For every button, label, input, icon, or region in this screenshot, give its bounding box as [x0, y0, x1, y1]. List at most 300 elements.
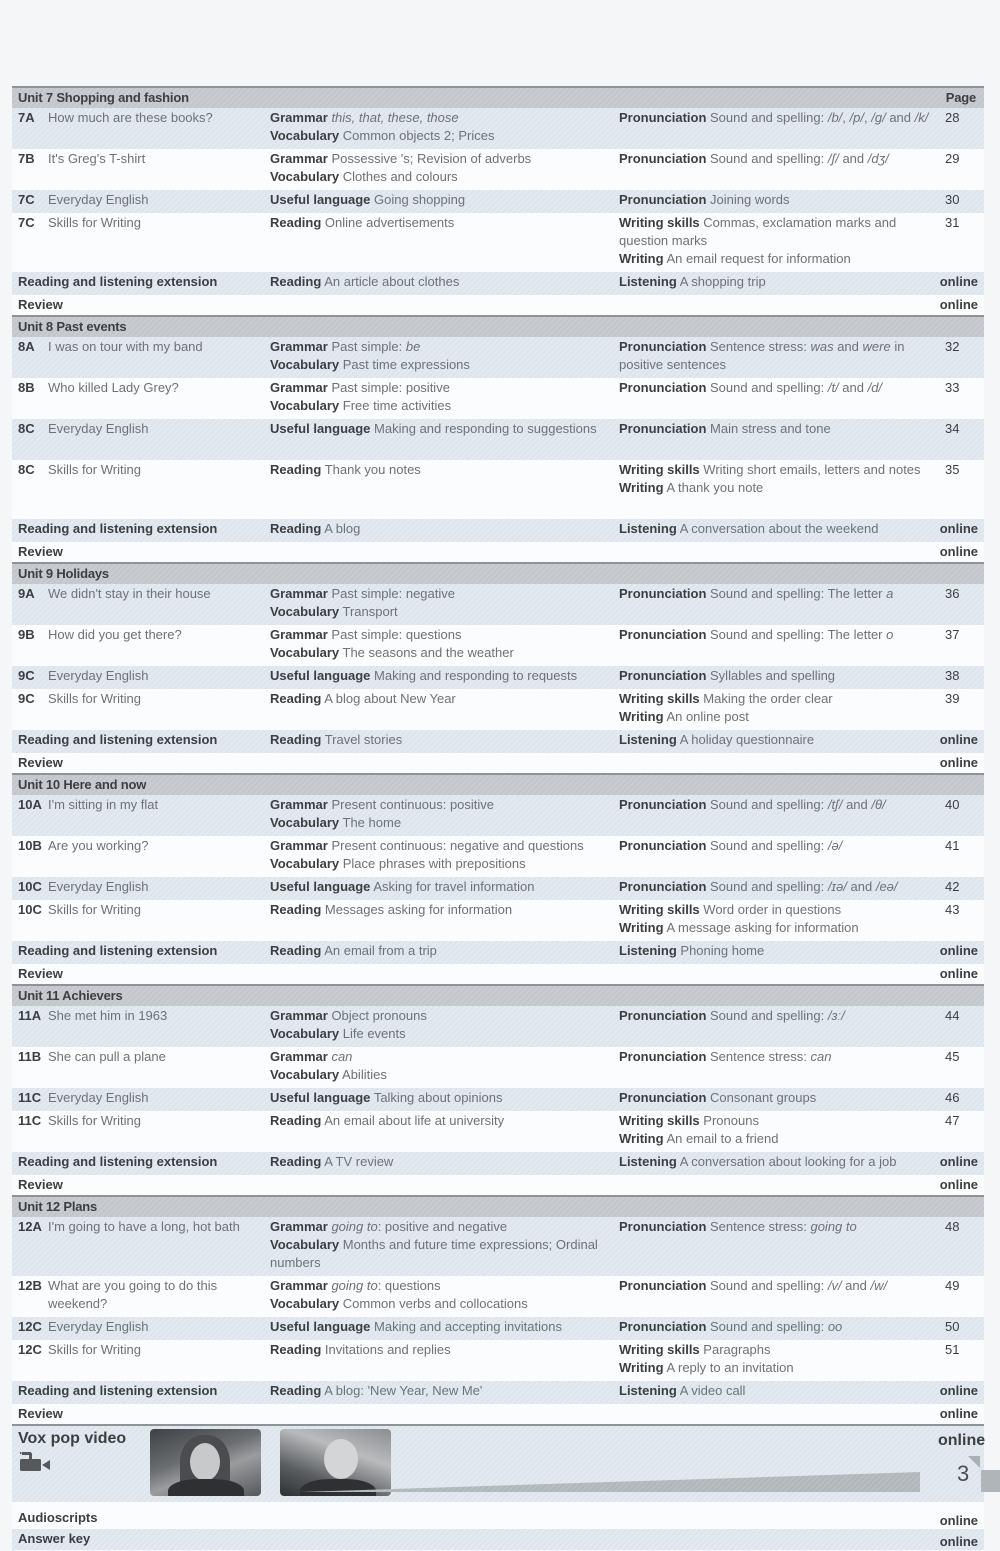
page-ref-online[interactable]: online [939, 755, 978, 770]
lesson-row[interactable] [12, 1340, 984, 1381]
lesson-row[interactable] [12, 213, 984, 272]
lesson-row[interactable] [12, 190, 984, 213]
lesson-row[interactable] [12, 1317, 984, 1340]
lesson-code: 9C [18, 668, 35, 683]
lesson-title[interactable]: I'm going to have a long, hot bath [48, 1219, 240, 1234]
page-ref-online[interactable]: online [939, 1383, 978, 1398]
content-text: Phoning home [680, 943, 765, 958]
extension-title[interactable]: Reading and listening extension [18, 521, 218, 536]
content-text: Present continuous: positive [331, 797, 495, 812]
content-line [619, 1048, 944, 1066]
unit-header [12, 984, 984, 1006]
lesson-language-focus [270, 379, 615, 415]
content-line [270, 1153, 615, 1171]
content-line [270, 379, 615, 397]
lesson-skills [619, 667, 944, 685]
page-ref[interactable]: 50 [945, 1319, 960, 1334]
extension-reading [270, 731, 615, 749]
content-text: Going shopping [374, 192, 466, 207]
lesson-code: 11B [18, 1049, 42, 1064]
content-label: Pronunciation [619, 1278, 707, 1293]
vox-pop-title[interactable]: Vox pop video [18, 1430, 127, 1447]
content-line [270, 585, 615, 603]
page-ref[interactable]: 35 [945, 462, 960, 477]
lesson-code: 8C [18, 462, 35, 477]
page-number: 3 [957, 1461, 970, 1486]
audioscripts-title[interactable]: Audioscripts [18, 1510, 98, 1525]
lesson-skills [619, 878, 944, 896]
page-ref-online[interactable]: online [939, 1154, 978, 1169]
review-row[interactable] [12, 542, 984, 562]
lesson-title[interactable]: We didn't stay in their house [48, 586, 211, 601]
lesson-row[interactable] [12, 900, 984, 941]
extension-listening [619, 520, 944, 538]
content-line [270, 901, 615, 919]
page-ref[interactable]: 33 [945, 380, 960, 395]
extension-title[interactable]: Reading and listening extension [18, 1154, 218, 1169]
content-text: Invitations and replies [324, 1342, 451, 1357]
content-label: Reading [270, 943, 322, 958]
content-line [270, 878, 615, 896]
page-ref-online[interactable]: online [939, 943, 978, 958]
content-text: Consonant groups [706, 1090, 817, 1105]
lesson-skills [619, 1218, 944, 1236]
content-label: Vocabulary [270, 1237, 340, 1252]
content-text: Writing short emails, letters and notes [703, 462, 921, 477]
content-line [619, 585, 944, 603]
lesson-row[interactable] [12, 795, 984, 836]
page-ref[interactable]: 47 [945, 1113, 960, 1128]
extension-row[interactable] [12, 519, 984, 542]
lesson-row[interactable] [12, 877, 984, 900]
unit-section [12, 773, 984, 984]
page-ref[interactable]: 31 [945, 215, 960, 230]
lesson-row[interactable] [12, 689, 984, 730]
extension-title[interactable]: Reading and listening extension [18, 1383, 218, 1398]
content-text: Sound and spelling: /ə/ [710, 838, 843, 853]
page-column-label: Page [945, 90, 976, 105]
content-text: Asking for travel information [373, 879, 535, 894]
page-ref-online[interactable]: online [939, 1406, 978, 1421]
lesson-skills [619, 585, 944, 603]
content-line [619, 626, 944, 644]
lesson-title[interactable]: What are you going to do this weekend? [48, 1278, 218, 1311]
content-text: can [331, 1049, 353, 1064]
content-line [270, 1066, 615, 1084]
extension-row[interactable] [12, 272, 984, 295]
content-line [619, 109, 944, 127]
lesson-code: 12B [18, 1278, 42, 1293]
lesson-row[interactable] [12, 836, 984, 877]
page-ref-online[interactable]: online [939, 544, 978, 559]
lesson-row[interactable] [12, 625, 984, 666]
content-label: Pronunciation [619, 627, 707, 642]
content-text: Sound and spelling: oo [710, 1319, 843, 1334]
content-label: Pronunciation [619, 339, 707, 354]
lesson-title[interactable]: Skills for Writing [48, 1113, 141, 1128]
page-ref[interactable]: 42 [945, 879, 960, 894]
page-ref[interactable]: 30 [945, 192, 960, 207]
content-text: An email about life at university [324, 1113, 505, 1128]
lesson-row[interactable] [12, 419, 984, 460]
content-text: An email request for information [666, 251, 851, 266]
extension-row[interactable] [12, 1152, 984, 1175]
content-text: Sound and spelling: /t/ and /d/ [710, 380, 883, 395]
lesson-skills [619, 338, 944, 374]
content-line [270, 461, 615, 479]
lesson-row[interactable] [12, 1276, 984, 1317]
content-text: Thank you notes [324, 462, 421, 477]
content-label: Vocabulary [270, 1026, 340, 1041]
content-text: Months and future time expressions; Ordinal numbers [270, 1237, 598, 1270]
page-ref[interactable]: 48 [945, 1219, 960, 1234]
video-camera-icon [20, 1450, 54, 1472]
review-row[interactable] [12, 753, 984, 773]
unit-title: Unit 7 Shopping and fashion [18, 90, 189, 105]
extension-title[interactable]: Reading and listening extension [18, 943, 218, 958]
answer-key-title[interactable]: Answer key [18, 1531, 91, 1546]
lesson-language-focus [270, 1218, 615, 1272]
content-label: Writing [619, 920, 664, 935]
lesson-skills [619, 1048, 944, 1066]
review-title[interactable]: Review [18, 544, 63, 559]
content-line [270, 796, 615, 814]
content-line [619, 919, 944, 937]
content-text: Sound and spelling: /ɪə/ and /eə/ [710, 879, 898, 894]
content-line [619, 731, 944, 749]
lesson-row[interactable] [12, 378, 984, 419]
lesson-title[interactable]: She can pull a plane [48, 1049, 166, 1064]
content-text: Past simple: negative [331, 586, 456, 601]
content-line [619, 1359, 944, 1377]
review-title[interactable]: Review [18, 755, 63, 770]
content-text: Word order in questions [703, 902, 842, 917]
content-label: Listening [619, 274, 677, 289]
page-ref-online[interactable]: online [938, 1432, 986, 1449]
content-text: Past time expressions [342, 357, 470, 372]
lesson-code: 12C [18, 1342, 42, 1357]
content-text: Past simple: positive [331, 380, 450, 395]
lesson-title[interactable]: Skills for Writing [48, 462, 141, 477]
lesson-row[interactable] [12, 337, 984, 378]
lesson-language-focus [270, 1277, 615, 1313]
content-text: Sound and spelling: The letter o [710, 627, 894, 642]
content-text: Sound and spelling: /b/, /p/, /g/ and /k/ [710, 110, 929, 125]
page-ref[interactable]: 46 [945, 1090, 960, 1105]
lesson-code: 12A [18, 1219, 42, 1234]
review-row[interactable] [12, 295, 984, 315]
content-label: Vocabulary [270, 604, 340, 619]
lesson-language-focus [270, 191, 615, 209]
content-line [270, 855, 615, 873]
content-label: Reading [270, 1383, 322, 1398]
content-line [270, 1007, 615, 1025]
lesson-title[interactable]: Skills for Writing [48, 215, 141, 230]
content-label: Writing skills [619, 902, 700, 917]
content-label: Reading [270, 462, 322, 477]
lesson-title[interactable]: She met him in 1963 [48, 1008, 168, 1023]
content-line [619, 420, 944, 438]
lesson-title[interactable]: Everyday English [48, 668, 149, 683]
content-line [270, 1112, 615, 1130]
lesson-skills [619, 420, 944, 438]
content-text: Place phrases with prepositions [342, 856, 526, 871]
lesson-row[interactable] [12, 149, 984, 190]
lesson-title[interactable]: Everyday English [48, 1090, 149, 1105]
extension-title[interactable]: Reading and listening extension [18, 732, 218, 747]
content-label: Grammar [270, 339, 328, 354]
review-row[interactable] [12, 1175, 984, 1195]
content-label: Reading [270, 1154, 322, 1169]
content-line [619, 690, 944, 708]
content-text: A conversation about the weekend [679, 521, 879, 536]
content-line [270, 1295, 615, 1313]
review-title[interactable]: Review [18, 1177, 63, 1192]
lesson-row[interactable] [12, 108, 984, 149]
content-label: Reading [270, 691, 322, 706]
content-text: Past simple: be [331, 339, 421, 354]
page-ref[interactable]: 36 [945, 586, 960, 601]
review-title[interactable]: Review [18, 966, 63, 981]
lesson-language-focus [270, 878, 615, 896]
lesson-row[interactable] [12, 584, 984, 625]
page-ref[interactable]: 32 [945, 339, 960, 354]
lesson-row[interactable] [12, 460, 984, 519]
page-ref-online[interactable]: online [939, 1534, 978, 1549]
vox-pop-photo-woman[interactable] [150, 1429, 261, 1496]
content-label: Grammar [270, 838, 328, 853]
content-label: Pronunciation [619, 1319, 707, 1334]
extension-reading [270, 1382, 615, 1400]
content-label: Pronunciation [619, 110, 707, 125]
lesson-title[interactable]: Skills for Writing [48, 691, 141, 706]
content-line [270, 690, 615, 708]
content-label: Reading [270, 732, 322, 747]
content-text: An email from a trip [324, 943, 437, 958]
content-label: Useful language [270, 879, 371, 894]
lesson-language-focus [270, 420, 615, 438]
content-line [619, 191, 944, 209]
content-label: Pronunciation [619, 192, 707, 207]
content-line [270, 273, 615, 291]
review-title[interactable]: Review [18, 1406, 63, 1421]
content-text: A video call [679, 1383, 746, 1398]
content-line [270, 626, 615, 644]
content-label: Writing [619, 251, 664, 266]
page-ref[interactable]: 28 [945, 110, 960, 125]
page-ref[interactable]: 41 [945, 838, 960, 853]
lesson-language-focus [270, 901, 615, 919]
lesson-row[interactable] [12, 666, 984, 689]
lesson-title[interactable]: Are you working? [48, 838, 149, 853]
lesson-skills [619, 214, 944, 268]
lesson-title[interactable]: It's Greg's T-shirt [48, 151, 146, 166]
content-label: Listening [619, 732, 677, 747]
lesson-title[interactable]: Who killed Lady Grey? [48, 380, 179, 395]
content-label: Writing skills [619, 1113, 700, 1128]
unit-section [12, 315, 984, 562]
content-label: Pronunciation [619, 151, 707, 166]
page-ref[interactable]: 34 [945, 421, 960, 436]
content-line [619, 1130, 944, 1148]
unit-header [12, 86, 984, 108]
lesson-title[interactable]: Skills for Writing [48, 902, 141, 917]
lesson-code: 10A [18, 797, 42, 812]
lesson-code: 9B [18, 627, 35, 642]
page-ref-online[interactable]: online [939, 1177, 978, 1192]
content-line [270, 667, 615, 685]
page-ref[interactable]: 40 [945, 797, 960, 812]
lesson-title[interactable]: Everyday English [48, 1319, 149, 1334]
page-ref-online[interactable]: online [939, 274, 978, 289]
content-text: Sentence stress: going to [710, 1219, 857, 1234]
vox-pop-photo-man[interactable] [280, 1429, 391, 1496]
content-label: Pronunciation [619, 1049, 707, 1064]
lesson-language-focus [270, 585, 615, 621]
content-line [270, 1236, 615, 1272]
content-line [270, 1218, 615, 1236]
content-text: Joining words [710, 192, 790, 207]
content-line [619, 273, 944, 291]
unit-section [12, 562, 984, 773]
content-label: Pronunciation [619, 1008, 707, 1023]
content-text: A holiday questionnaire [679, 732, 815, 747]
lesson-title[interactable]: I was on tour with my band [48, 339, 203, 354]
content-label: Useful language [270, 668, 371, 683]
content-line [619, 1089, 944, 1107]
page-ref[interactable]: 37 [945, 627, 960, 642]
content-text: An article about clothes [324, 274, 460, 289]
content-text: Free time activities [342, 398, 452, 413]
lesson-title[interactable]: Everyday English [48, 192, 149, 207]
content-line [270, 644, 615, 662]
content-label: Vocabulary [270, 169, 340, 184]
content-label: Vocabulary [270, 815, 340, 830]
lesson-language-focus [270, 461, 615, 479]
extension-row[interactable] [12, 941, 984, 964]
unit-title: Unit 9 Holidays [18, 566, 109, 581]
extension-row[interactable] [12, 730, 984, 753]
lesson-title[interactable]: Everyday English [48, 421, 149, 436]
lesson-row[interactable] [12, 1111, 984, 1152]
page-ref[interactable]: 45 [945, 1049, 960, 1064]
content-line [270, 1318, 615, 1336]
content-label: Writing [619, 1131, 664, 1146]
content-label: Writing skills [619, 215, 700, 230]
extension-reading [270, 942, 615, 960]
content-line [270, 191, 615, 209]
page-ref-online[interactable]: online [939, 966, 978, 981]
page-ref[interactable]: 39 [945, 691, 960, 706]
content-text: Object pronouns [331, 1008, 427, 1023]
page-ref[interactable]: 29 [945, 151, 960, 166]
content-text: Travel stories [324, 732, 403, 747]
content-label: Vocabulary [270, 856, 340, 871]
extension-reading [270, 273, 615, 291]
extension-listening [619, 273, 944, 291]
lesson-title[interactable]: I'm sitting in my flat [48, 797, 159, 812]
content-label: Grammar [270, 627, 328, 642]
lesson-row[interactable] [12, 1006, 984, 1047]
extension-listening [619, 731, 944, 749]
lesson-code: 9C [18, 691, 35, 706]
extension-row[interactable] [12, 1381, 984, 1404]
unit-section [12, 86, 984, 315]
unit-header [12, 315, 984, 337]
lesson-title[interactable]: How did you get there? [48, 627, 182, 642]
content-label: Useful language [270, 1319, 371, 1334]
audioscripts-row[interactable] [12, 1508, 984, 1529]
content-label: Useful language [270, 192, 371, 207]
extension-title[interactable]: Reading and listening extension [18, 274, 218, 289]
content-label: Grammar [270, 586, 328, 601]
content-line [270, 1341, 615, 1359]
content-line [270, 168, 615, 186]
extension-reading [270, 520, 615, 538]
content-label: Reading [270, 1113, 322, 1128]
content-text: Making the order clear [703, 691, 833, 706]
lesson-row[interactable] [12, 1217, 984, 1276]
review-row[interactable] [12, 1404, 984, 1424]
answer-key-row[interactable] [12, 1529, 984, 1550]
lesson-title[interactable]: Everyday English [48, 879, 149, 894]
content-text: Common objects 2; Prices [342, 128, 495, 143]
content-text: Sentence stress: was and were in positive sentences [619, 339, 905, 372]
page-ref-online[interactable]: online [939, 1513, 978, 1528]
page-ref-online[interactable]: online [939, 297, 978, 312]
page-ref[interactable]: 44 [945, 1008, 960, 1023]
content-line [270, 942, 615, 960]
content-text: Life events [342, 1026, 406, 1041]
page-ref[interactable]: 51 [945, 1342, 960, 1357]
content-label: Writing [619, 709, 664, 724]
page-ref-online[interactable]: online [939, 732, 978, 747]
content-label: Pronunciation [619, 586, 707, 601]
content-line [619, 250, 944, 268]
content-line [619, 214, 944, 250]
lesson-skills [619, 150, 944, 168]
lesson-title[interactable]: How much are these books? [48, 110, 213, 125]
page-ref[interactable]: 38 [945, 668, 960, 683]
lesson-row[interactable] [12, 1047, 984, 1088]
page-ref-online[interactable]: online [939, 521, 978, 536]
content-line [270, 420, 615, 438]
lesson-title[interactable]: Skills for Writing [48, 1342, 141, 1357]
lesson-language-focus [270, 667, 615, 685]
lesson-skills [619, 109, 944, 127]
content-label: Grammar [270, 1008, 328, 1023]
lesson-language-focus [270, 338, 615, 374]
lesson-language-focus [270, 1007, 615, 1043]
content-text: An online post [666, 709, 749, 724]
content-label: Listening [619, 521, 677, 536]
extension-listening [619, 942, 944, 960]
page-ref[interactable]: 49 [945, 1278, 960, 1293]
review-row[interactable] [12, 964, 984, 984]
lesson-code: 7C [18, 192, 35, 207]
corner-block-decoration [981, 1470, 1000, 1492]
lesson-row[interactable] [12, 1088, 984, 1111]
page-ref[interactable]: 43 [945, 902, 960, 917]
content-text: Making and responding to requests [374, 668, 578, 683]
review-title[interactable]: Review [18, 297, 63, 312]
content-label: Writing skills [619, 1342, 700, 1357]
lesson-language-focus [270, 1048, 615, 1084]
content-line [270, 1048, 615, 1066]
content-label: Pronunciation [619, 668, 707, 683]
content-line [619, 520, 944, 538]
content-text: A blog about New Year [324, 691, 456, 706]
